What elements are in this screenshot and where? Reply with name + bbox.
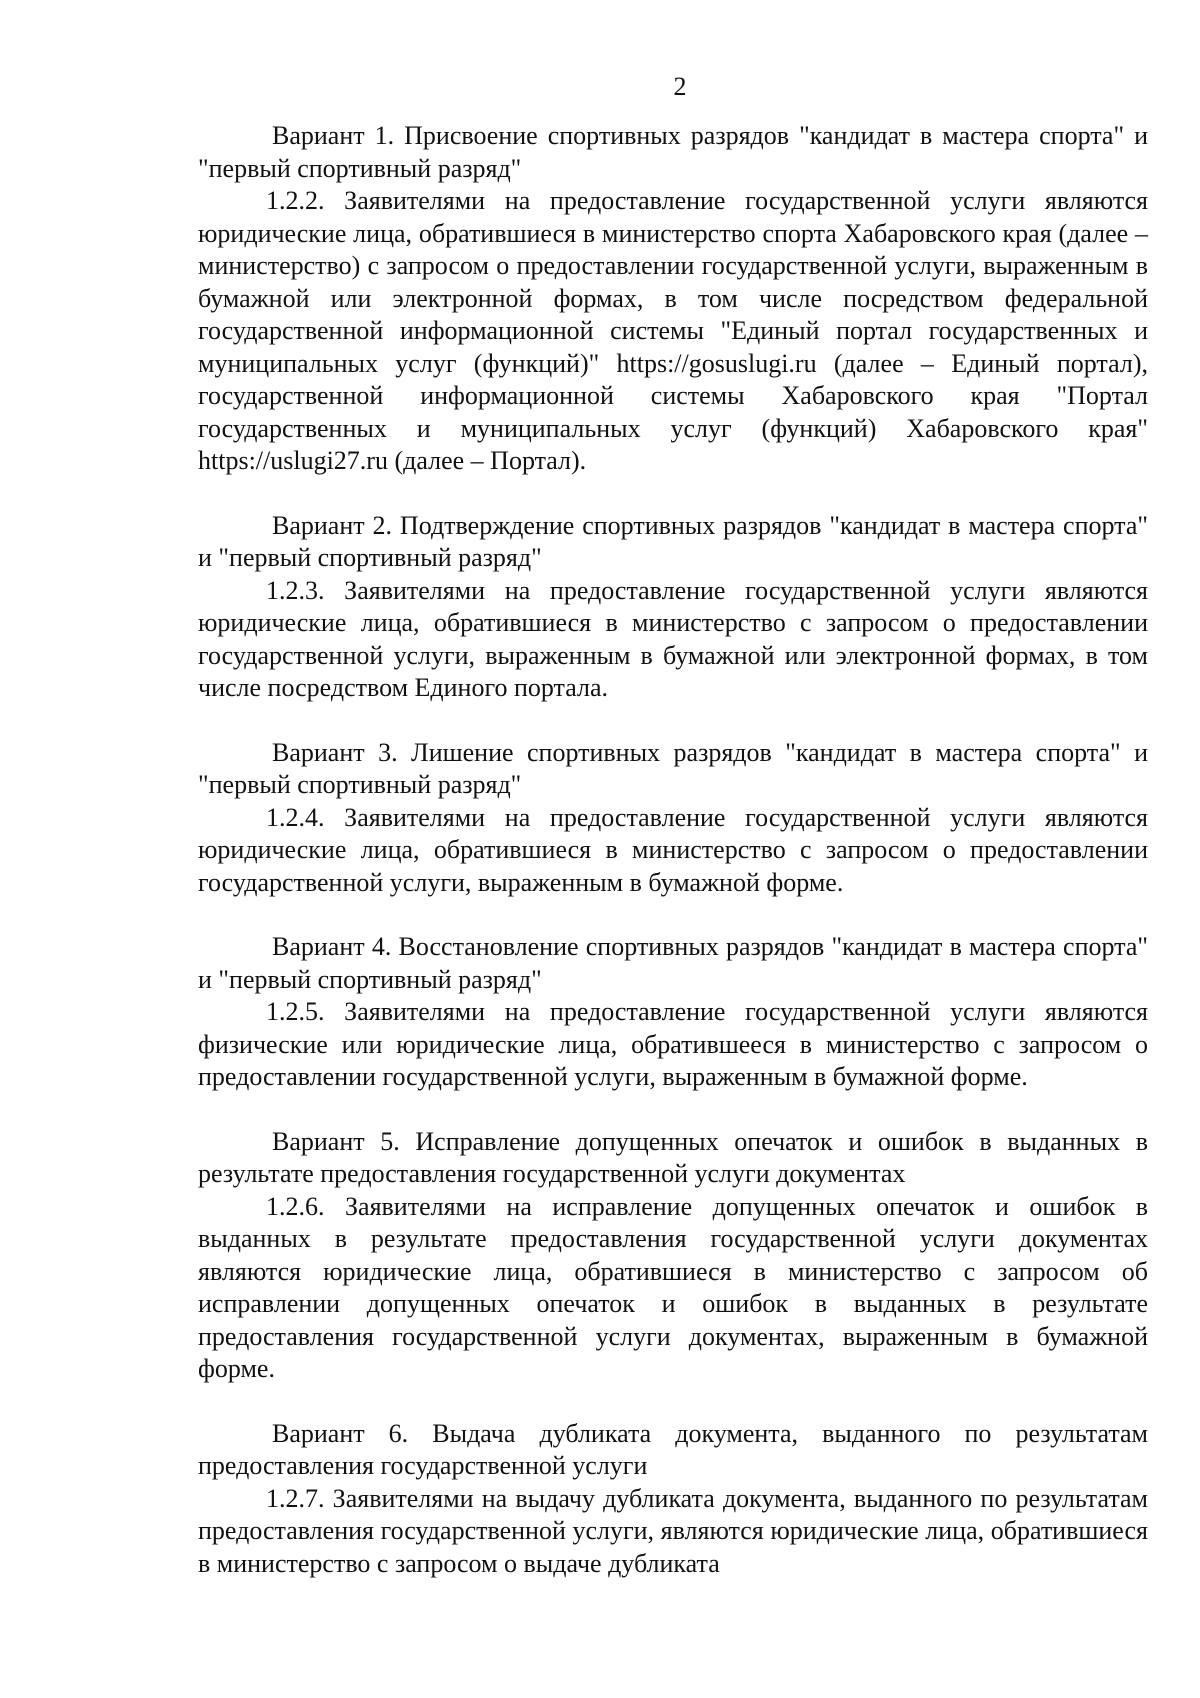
variant-heading: Вариант 1. Присвоение спортивных разрядов "кандидат в мастера спорта" и "первый спортивный разряд" — [198, 121, 1148, 183]
variant-section — [198, 737, 1148, 900]
variant-heading: Вариант 5. Исправление допущенных опечаток и ошибок в выданных в результате предоставления государственной услуги документах — [198, 1126, 1148, 1188]
variant-section — [198, 510, 1148, 705]
variant-paragraph: 1.2.5. Заявителями на предоставление государственной услуги являются физические или юридические лица, обратившееся в министерство с запросом о предоставлении государственной услуги, выраженным в бумажной форме. — [198, 997, 1148, 1091]
variant-heading: Вариант 3. Лишение спортивных разрядов "кандидат в мастера спорта" и "первый спортивный разряд" — [198, 737, 1148, 799]
variant-paragraph: 1.2.2. Заявителями на предоставление государственной услуги являются юридические лица, обратившиеся в министерство спорта Хабаровского края (далее – министерство) с запросом о предоставлении государственной услуги, выраженным в бумажной или электронной формах, в том числе посредством федеральной государственной информационной системы "Единый портал государственных и муниципальных услуг (функций)" https://gosuslugi.ru (далее – Единый портал), государственной информационной системы Хабаровского края "Портал государственных и муниципальных услуг (функций) Хабаровского края" https://uslugi27.ru (далее – Портал). — [198, 186, 1148, 475]
variant-section — [198, 931, 1148, 1094]
variant-section — [198, 1418, 1148, 1581]
variant-paragraph: 1.2.3. Заявителями на предоставление государственной услуги являются юридические лица, обратившиеся в министерство с запросом о предоставлении государственной услуги, выраженным в бумажной или электронной формах, в том числе посредством Единого портала. — [198, 575, 1148, 702]
variant-heading: Вариант 6. Выдача дубликата документа, выданного по результатам предоставления государственной услуги — [198, 1418, 1148, 1480]
variant-paragraph: 1.2.6. Заявителями на исправление допущенных опечаток и ошибок в выданных в результате предоставления государственной услуги документах являются юридические лица, обратившиеся в министерство с запросом об исправлении допущенных опечаток и ошибок в выданных в результате предоставления государственной услуги документах, выраженным в бумажной форме. — [198, 1191, 1148, 1383]
variant-heading: Вариант 2. Подтверждение спортивных разрядов "кандидат в мастера спорта" и "первый спортивный разряд" — [198, 510, 1148, 572]
variant-section — [198, 1126, 1148, 1386]
variant-heading: Вариант 4. Восстановление спортивных разрядов "кандидат в мастера спорта" и "первый спортивный разряд" — [198, 932, 1148, 994]
document-body — [198, 120, 1148, 1612]
variant-paragraph: 1.2.4. Заявителями на предоставление государственной услуги являются юридические лица, обратившиеся в министерство с запросом о предоставлении государственной услуги, выраженным в бумажной форме. — [198, 802, 1148, 897]
variant-paragraph: 1.2.7. Заявителями на выдачу дубликата документа, выданного по результатам предоставления государственной услуги, являются юридические лица, обратившиеся в министерство с запросом о выдаче дубликата — [198, 1483, 1148, 1578]
page-number: 2 — [673, 72, 687, 101]
variant-section — [198, 120, 1148, 478]
